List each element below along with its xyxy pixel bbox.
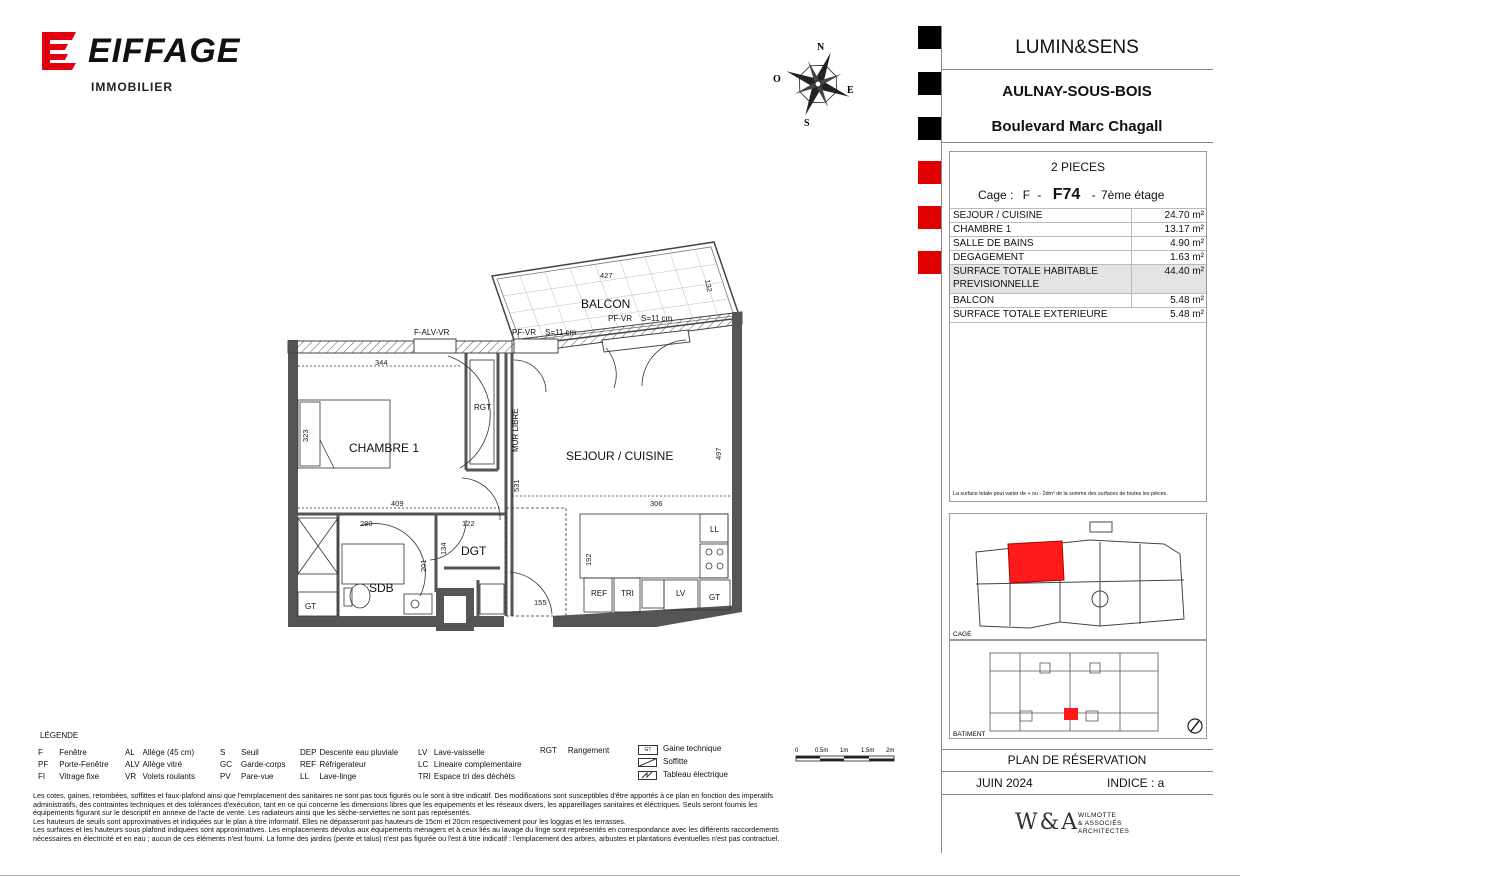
legend-desc: Allège vitré [142,760,183,769]
keyplan-cage-label: CAGE [953,631,972,638]
compass-e: E [847,85,854,96]
surface-label: BALCON [953,295,995,306]
keyplan-cage-highlight [1008,541,1064,583]
scale-bar [790,744,905,768]
room-dgt-label: DGT [461,544,487,558]
cage-dash-1: - [1037,188,1042,202]
color-square-5 [918,206,941,229]
surface-label: SALLE DE BAINS [953,238,1034,249]
plan-title: PLAN DE RÉSERVATION [1007,753,1147,767]
cage-value: F [1022,188,1031,202]
legend-desc: Espace tri des déchéts [433,772,515,781]
legend-col-5 [418,745,525,784]
label-gt-kitchen: GT [709,593,721,602]
legend-abbr: FI [38,772,46,781]
project-address: Boulevard Marc Chagall [991,118,1163,135]
architect-line2: & ASSOCIÉS [1078,820,1123,827]
color-square-3 [918,117,941,140]
legend-abbr: ALV [125,760,140,769]
legend-abbr: LC [418,760,429,769]
legend-desc: Pare-vue [241,772,274,781]
dim-192: 192 [584,553,593,566]
legend-title: LÉGENDE [40,731,79,740]
plan-date: JUIN 2024 [976,776,1033,790]
legend-desc: Lineaire complementaire [433,760,522,769]
legend-col-6 [540,743,612,758]
disclaimer-line: Les hauteurs de seuils sont approximatives et indiquées sur le plan à titre informatif. Elles ne dépasseront pas hauteurs de 15cm et 20cm respectivement pour les loggias et les terrasses. [33,816,626,826]
label-pf-vr-2: PF-VR [608,314,632,323]
surface-row [950,208,1206,223]
bottom-rule [0,875,1240,876]
label-rgt: RGT [474,403,491,412]
dim-122: 122 [462,519,475,528]
eiffage-logo-icon [38,30,80,72]
legend-desc: Tableau électrique [663,770,728,779]
surface-row [950,250,1206,265]
label-pf-vr-1: PF-VR [512,328,536,337]
tableau-electrique-icon [638,771,658,781]
keyplan-batiment-label: BATIMENT [953,731,986,738]
eiffage-logo [38,30,258,100]
dim-427: 427 [600,271,613,280]
legend-abbr: DEP [300,748,317,757]
surface-label: SURFACE TOTALE EXTERIEURE [953,309,1108,320]
legend-abbr: F [38,748,43,757]
panel-line-4 [941,771,1213,772]
gaine-technique-icon: GT [638,745,658,755]
room-sejour-label: SEJOUR / CUISINE [566,449,674,463]
keyplan-cage-drawing [950,514,1206,639]
apartment-type: 2 PIECES [1050,160,1106,174]
dim-497: 497 [714,447,723,460]
surface-label: SEJOUR / CUISINE [953,210,1043,221]
disclaimer-line: nécessaires en électricité et en eau ; aucun de ces éléments n'est fourni. La forme des jardins (pente et talus) n'est pas figurée ou l'est à titre indicatif : l'emplacement des arbres, arbustes et plantations éventuelles n'est pas contractuel. [33,833,780,843]
panel-divider [941,26,942,853]
room-chambre-label: CHAMBRE 1 [349,441,420,455]
panel-line-3 [941,749,1213,750]
cage-dash-2: - [1091,188,1096,202]
disclaimer [33,792,918,844]
soffitte-icon [638,758,658,768]
scale-tick-4: 2m [886,748,895,754]
surface-row [950,236,1206,251]
keyplan-batiment-drawing [950,641,1206,738]
panel-line-2 [941,142,1213,143]
logo-brand: EIFFAGE [88,32,241,70]
surface-value: 24.70 m² [1164,210,1204,221]
architect-logo [1015,810,1155,842]
color-square-1 [918,26,941,49]
dim-531: 531 [512,479,521,492]
legend-col-3 [220,745,288,784]
legend-abbr: RGT [540,746,557,755]
room-balcon-label: BALCON [581,297,631,311]
disclaimer-line: Les cotes, gaines, retombées, soffittes et faux-plafond ainsi que l'emrplacement des sanitaires ne sont pas tous figurés ou le sont à titre indicatif. Des modifications sont susceptibles d'être apportés à ce plan en fonction des imperatifs [33,791,774,800]
label-lv: LV [676,589,686,598]
scale-tick-0: 0 [795,748,799,754]
label-ref: REF [591,589,607,598]
dim-201: 201 [419,559,428,572]
architect-mark: W&A [1015,810,1080,835]
legend-abbr: PF [38,760,49,769]
label-f-alv-vr: F-ALV-VR [414,328,450,337]
cage-label: Cage : [978,188,1014,202]
surface-label: DEGAGEMENT [953,252,1025,263]
legend-desc: Lave-linge [319,772,357,781]
legend-desc: Gaine technique [663,744,722,753]
label-s-2: S=11 cm [641,314,673,323]
color-square-2 [918,72,941,95]
keyplan-batiment [949,640,1207,739]
legend-desc: Fenêtre [59,748,87,757]
project-name: LUMIN&SENS [1015,37,1139,58]
surface-row [950,293,1206,308]
scale-tick-3: 1.5m [861,748,875,754]
label-s-1: S=11 cm [545,328,577,337]
surface-row-total [950,264,1206,293]
label-ll: LL [710,525,719,534]
legend-desc: Réfrigerateur [319,760,367,769]
dim-344: 344 [375,358,388,367]
dim-280: 280 [360,519,373,528]
legend-col-1 [38,745,112,784]
color-square-4 [918,161,941,184]
floor-value: 7ème étage [1101,188,1165,202]
dim-409: 409 [391,499,404,508]
surface-value: 4.90 m² [1170,238,1204,249]
legend-desc: Lave-vaisselle [433,748,485,757]
label-gt-sdb: GT [305,602,317,611]
surface-label: SURFACE TOTALE HABITABLE [953,266,1098,277]
color-square-6 [918,251,941,274]
legend-col-2 [125,745,198,784]
compass-n: N [817,42,825,53]
surface-value: 5.48 m² [1170,295,1204,306]
legend-desc: Rangement [567,746,610,755]
legend-desc: Descente eau pluviale [319,748,399,757]
legend-abbr: VR [125,772,137,781]
legend-abbr: GC [220,760,232,769]
scale-tick-1: 0.5m [815,748,829,754]
panel-line-5 [941,794,1213,795]
legend-abbr: REF [300,760,316,769]
legend-desc: Garde-corps [241,760,286,769]
room-sdb-label: SDB [369,581,394,595]
surface-label: CHAMBRE 1 [953,224,1012,235]
surface-label-2: PREVISIONNELLE [953,279,1040,290]
dim-155: 155 [534,598,547,607]
surface-row [950,307,1206,323]
interior-walls [298,353,512,616]
legend-abbr: S [220,748,226,757]
dim-134: 134 [439,542,448,555]
plan-indice: INDICE : a [1107,776,1165,790]
legend-desc: Vitrage fixe [59,772,100,781]
surface-value: 1.63 m² [1170,252,1204,263]
surface-note: La surface totale peut varier de + ou - 2dm² de la somme des surfaces de toutes les pièces. [953,491,1168,497]
floor-plan [280,235,750,635]
surface-value: 5.48 m² [1170,309,1204,320]
disclaimer-line: équipements figurant sur le descriptif en annexe de l'acte de vente. Les radiateurs ainsi que les sèche-serviettes ne sont pas représentés. [33,808,472,818]
legend-abbr: LV [418,748,428,757]
project-city: AULNAY-SOUS-BOIS [1002,83,1152,100]
dim-306: 306 [650,499,663,508]
legend-abbr: PV [220,772,231,781]
label-mur-libre: MUR LIBRE [511,408,520,452]
scale-tick-2: 1m [840,748,849,754]
surface-row [950,222,1206,237]
lot-number: F74 [1052,186,1081,203]
logo-sub: IMMOBILIER [91,80,173,94]
legend-abbr: TRI [418,772,431,781]
surface-value: 13.17 m² [1164,224,1204,235]
legend-desc: Soffitte [663,757,688,766]
dim-132: 132 [703,278,715,293]
panel-line-1 [941,69,1213,70]
keyplan-batiment-highlight [1064,708,1078,720]
compass-o: O [773,74,781,85]
disclaimer-line: administratifs, des contraintes techniques et des tolérances d'exécution, tant en ce qui concerne les dimensions libres que les equipements et les réseaux divers, les appareillages sanitaires et éléctriques. Seuls seront fournis les [33,799,758,809]
compass-s: S [804,118,810,129]
legend-desc: Seuil [241,748,259,757]
surface-value: 44.40 m² [1164,266,1204,277]
architect-line3: ARCHITECTES [1078,828,1130,835]
disclaimer-line: Les surfaces et les hauteurs sous plafond indiquées sont approximatives. Les emplacements dévolus aux équipements ménagers et à ceux liés au lavage du linge sont représentés en correspondance avec les différents raccordements [33,825,779,835]
compass-rose [770,40,860,132]
legend-desc: Allège (45 cm) [142,748,195,757]
label-tri: TRI [621,589,634,598]
legend-abbr: AL [125,748,135,757]
architect-line1: WILMOTTE [1078,812,1117,819]
legend-desc: Porte-Fenêtre [59,760,109,769]
legend-col-4 [300,745,401,784]
legend-abbr: LL [300,772,309,781]
surface-table [949,151,1207,502]
dim-323: 323 [301,429,310,442]
legend-desc: Volets roulants [142,772,196,781]
apartment-cage-line [978,186,1164,204]
keyplan-cage [949,513,1207,640]
